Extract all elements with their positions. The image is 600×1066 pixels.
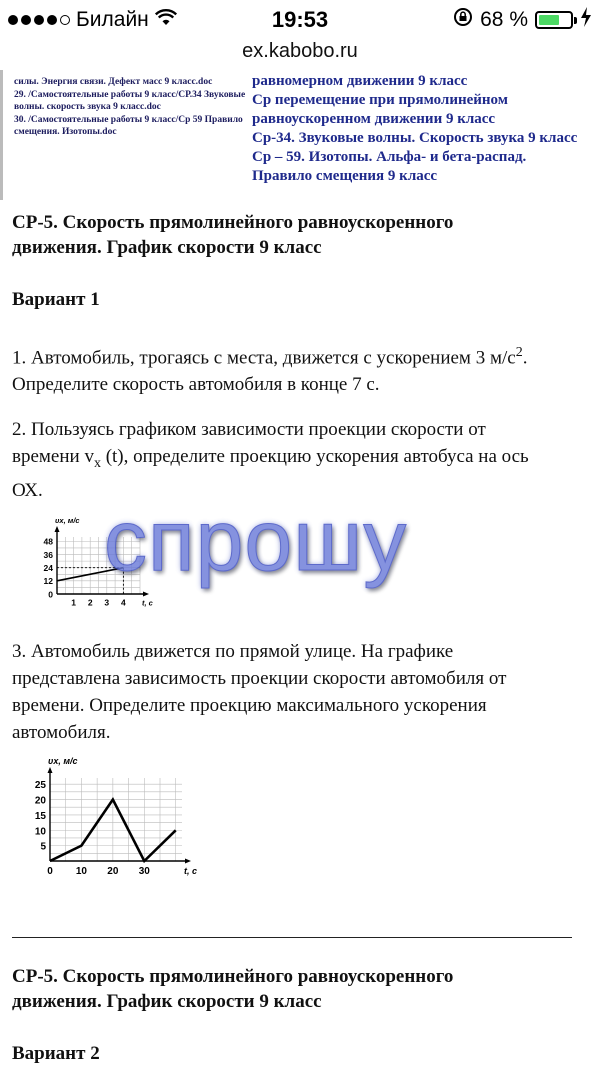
right-link-line[interactable]: Правило смещения 9 класс <box>252 167 592 186</box>
right-link-line[interactable]: Ср перемещение при прямолинейном <box>252 91 592 110</box>
y-tick-label: 24 <box>44 563 54 573</box>
y-axis-label: υx, м/с <box>48 756 78 766</box>
question-2-line: ОХ. <box>12 477 588 504</box>
y-tick-label: 36 <box>44 550 54 560</box>
section-title-line: движения. График скорости 9 класс <box>12 989 588 1014</box>
charging-icon <box>580 7 592 33</box>
carrier-name: Билайн <box>76 8 149 32</box>
question-1-line <box>12 339 588 371</box>
y-tick-label: 5 <box>40 842 46 853</box>
page-edge <box>0 70 3 200</box>
right-links <box>252 72 592 186</box>
question-2-line <box>12 443 588 477</box>
y-axis-label: υx, м/с <box>55 516 80 525</box>
left-links <box>14 76 250 139</box>
left-link-line[interactable]: 30. /Самостоятельные работы 9 класс/Ср 59 Правило <box>14 114 250 127</box>
rotation-lock-icon <box>453 7 473 33</box>
x-axis-label: t, с <box>142 599 154 608</box>
question-3-line: 3. Автомобиль движется по прямой улице. На графике <box>12 638 588 665</box>
left-link-line[interactable]: смещения. Изотопы.doc <box>14 126 250 139</box>
divider <box>12 937 572 938</box>
battery-percent: 68 % <box>480 8 528 32</box>
y-tick-label: 25 <box>35 780 47 791</box>
y-tick-label: 12 <box>44 576 54 586</box>
y-tick-label: 48 <box>44 537 54 547</box>
watermark: спрошу <box>104 492 407 591</box>
question-1 <box>12 339 588 398</box>
x-tick-label: 10 <box>76 866 88 877</box>
question-3-line: автомобиля. <box>12 719 588 746</box>
variant-heading: Вариант 1 <box>12 287 588 312</box>
x-axis-arrow <box>143 592 149 597</box>
x-tick-label: 30 <box>139 866 151 877</box>
right-link-line[interactable]: равноускоренном движении 9 класс <box>252 110 592 129</box>
left-link-line[interactable]: волны. скорость звука 9 класс.doc <box>14 101 250 114</box>
right-link-line[interactable]: Ср-34. Звуковые волны. Скорость звука 9 класс <box>252 129 592 148</box>
question-2-text: времени v <box>12 446 94 467</box>
question-3 <box>12 638 588 746</box>
question-2-text: (t), определите проекцию ускорения автобуса на ось <box>101 446 529 467</box>
section-title-line: СР-5. Скорость прямолинейного равноускоренного <box>12 964 588 989</box>
section-title <box>12 964 588 1014</box>
x-tick-label: 2 <box>88 598 93 608</box>
left-link-line[interactable]: 29. /Самостоятельные работы 9 класс/СР.34 Звуковые <box>14 89 250 102</box>
right-link-line[interactable]: равномерном движении 9 класс <box>252 72 592 91</box>
question-2 <box>12 416 588 504</box>
section-title-line: СР-5. Скорость прямолинейного равноускоренного <box>12 210 588 235</box>
status-bar <box>0 0 600 40</box>
question-3-line: времени. Определите проекцию максимального ускорения <box>12 692 588 719</box>
y-axis-arrow <box>48 767 53 773</box>
y-axis-arrow <box>55 526 60 532</box>
question-1-end: . <box>523 347 528 368</box>
right-link-line[interactable]: Ср – 59. Изотопы. Альфа- и бета-распад. <box>252 148 592 167</box>
x-tick-label: 1 <box>71 598 76 608</box>
x-tick-label: 4 <box>121 598 126 608</box>
velocity-graph-2 <box>14 762 204 886</box>
question-2-line: 2. Пользуясь графиком зависимости проекции скорости от <box>12 416 588 443</box>
clock: 19:53 <box>0 7 600 33</box>
section-title-line: движения. График скорости 9 класс <box>12 235 588 260</box>
status-right <box>453 7 592 33</box>
question-3-line: представлена зависимость проекции скорости автомобиля от <box>12 665 588 692</box>
y-tick-label: 0 <box>48 589 53 599</box>
x-axis-arrow <box>185 859 191 864</box>
y-tick-label: 10 <box>35 826 47 837</box>
question-1-line: Определите скорость автомобиля в конце 7 с. <box>12 371 588 398</box>
exponent: 2 <box>516 345 523 360</box>
x-tick-label: 0 <box>47 866 53 877</box>
variant-heading: Вариант 2 <box>12 1041 588 1066</box>
url-text[interactable]: ex.kabobo.ru <box>242 40 358 62</box>
x-axis-label: t, с <box>184 866 197 876</box>
y-tick-label: 20 <box>35 796 47 807</box>
battery-icon <box>535 11 573 29</box>
subscript: x <box>94 456 101 471</box>
y-tick-label: 15 <box>35 811 47 822</box>
x-tick-label: 3 <box>104 598 109 608</box>
x-tick-label: 20 <box>107 866 119 877</box>
left-link-line[interactable]: силы. Энергия связи. Дефект масс 9 класс.doc <box>14 76 250 89</box>
section-title <box>12 210 588 260</box>
address-bar[interactable] <box>0 40 600 68</box>
question-1-text: 1. Автомобиль, трогаясь с места, движется с ускорением 3 м/с <box>12 347 516 368</box>
